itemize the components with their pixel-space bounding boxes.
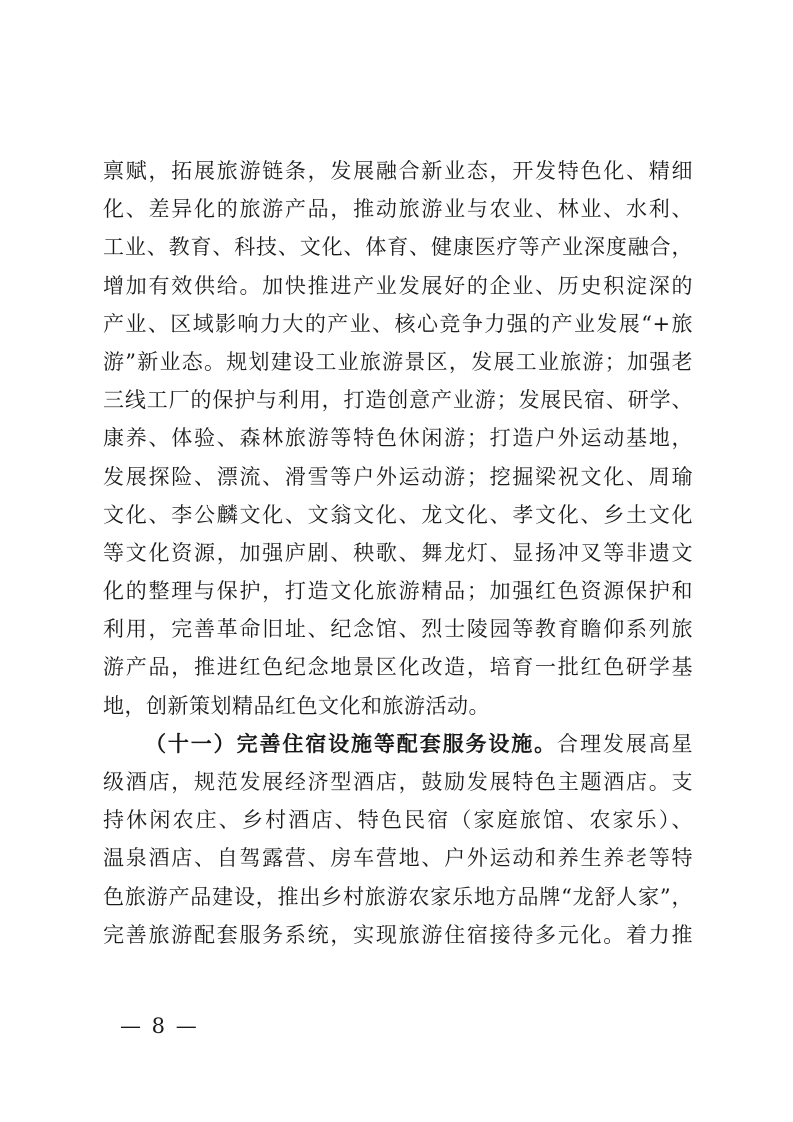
paragraph-2 — [103, 725, 693, 954]
text-line: 增加有效供给。加快推进产业发展好的企业、历史积淀深的 — [103, 273, 693, 298]
body-text — [103, 152, 693, 954]
text-line: 康养、体验、森林旅游等特色休闲游；打造户外运动基地， — [103, 426, 693, 451]
text-run: 合理发展高星 — [557, 731, 694, 756]
text-line: 三线工厂的保护与利用，打造创意产业游；发展民宿、研学、 — [103, 388, 693, 413]
text-line: 发展探险、漂流、滑雪等户外运动游；挖掘梁祝文化、周瑜 — [103, 464, 693, 489]
text-line: 禀赋，拓展旅游链条，发展融合新业态，开发特色化、精细 — [103, 159, 693, 183]
text-line: 等文化资源，加强庐剧、秧歌、舞龙灯、显扬冲叉等非遗文 — [103, 540, 693, 565]
text-line: 温泉酒店、自驾露营、房车营地、户外运动和养生养老等特 — [103, 846, 693, 871]
text-line: 化、差异化的旅游产品，推动旅游业与农业、林业、水利、 — [103, 197, 693, 222]
section-heading: （十一）完善住宿设施等配套服务设施。 — [145, 731, 558, 756]
text-line: 文化、李公麟文化、文翁文化、龙文化、孝文化、乡土文化 — [103, 502, 693, 527]
text-line — [103, 725, 693, 763]
text-line: 工业、教育、科技、文化、体育、健康医疗等产业深度融合， — [103, 235, 693, 260]
text-line: 游产品，推进红色纪念地景区化改造，培育一批红色研学基 — [103, 655, 693, 680]
text-line: 产业、区域影响力大的产业、核心竞争力强的产业发展“+旅 — [103, 311, 693, 336]
text-line: 级酒店，规范发展经济型酒店，鼓励发展特色主题酒店。支 — [103, 770, 693, 794]
text-line: 持休闲农庄、乡村酒店、特色民宿（家庭旅馆、农家乐）、 — [103, 808, 693, 833]
text-line: 地，创新策划精品红色文化和旅游活动。 — [103, 693, 490, 718]
text-line: 游”新业态。规划建设工业旅游景区，发展工业旅游；加强老 — [103, 349, 693, 374]
text-line: 利用，完善革命旧址、纪念馆、烈士陵园等教育瞻仰系列旅 — [103, 617, 693, 642]
text-line: 化的整理与保护，打造文化旅游精品；加强红色资源保护和 — [103, 579, 693, 604]
page-number: — 8 — — [120, 1014, 199, 1038]
text-line: 完善旅游配套服务系统，实现旅游住宿接待多元化。着力推 — [103, 922, 693, 947]
paragraph-1 — [103, 152, 693, 725]
text-line: 色旅游产品建设，推出乡村旅游农家乐地方品牌“龙舒人家”， — [103, 884, 693, 909]
